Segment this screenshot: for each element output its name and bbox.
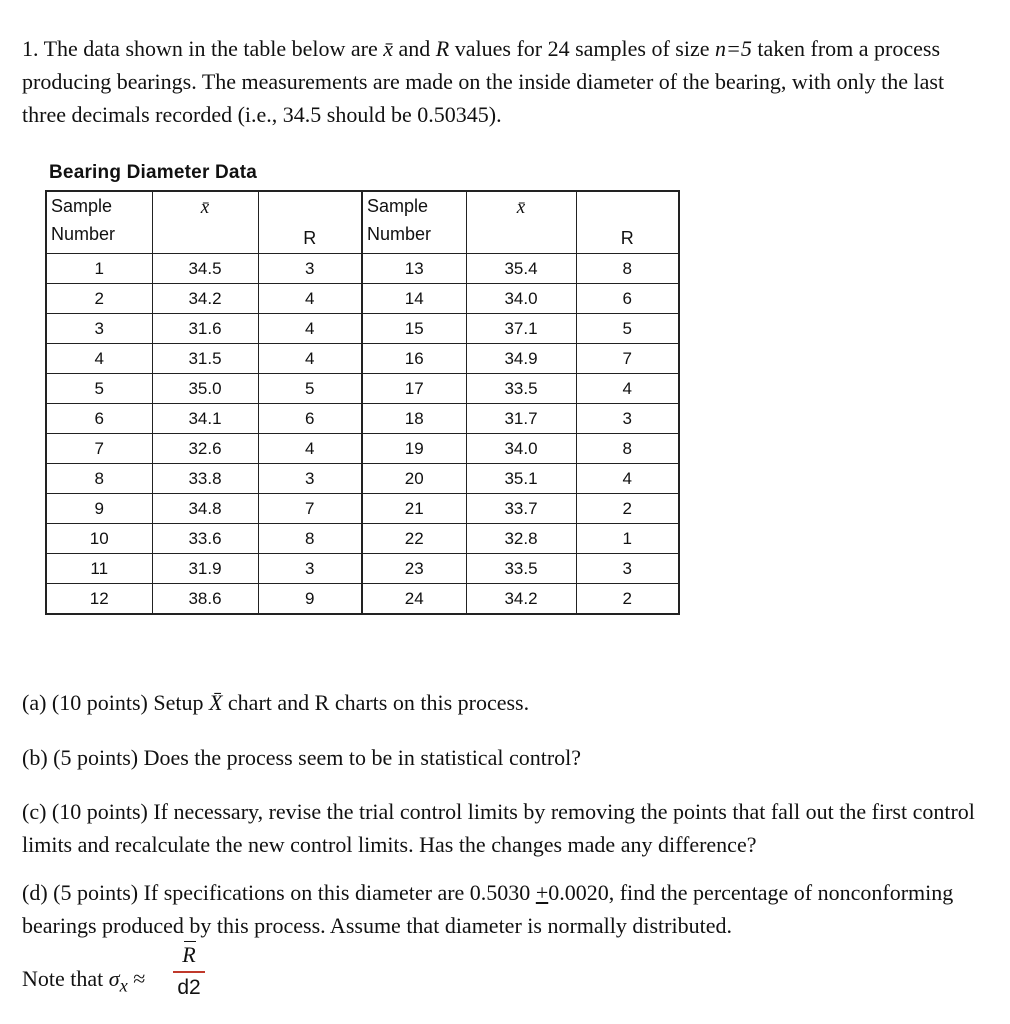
r-value-cell: 4 xyxy=(258,344,362,374)
sample-number-cell: 6 xyxy=(46,404,152,434)
r-value-cell: 6 xyxy=(576,284,679,314)
table-header-row xyxy=(46,191,679,254)
header-xbar-2: x̄ xyxy=(466,191,576,254)
fraction-line xyxy=(173,971,205,973)
sigma-subscript: x xyxy=(119,975,128,996)
table-row xyxy=(46,314,679,344)
question-a xyxy=(22,686,982,719)
intro-text-2: and xyxy=(393,36,436,61)
sample-number-cell: 2 xyxy=(46,284,152,314)
table-row xyxy=(46,284,679,314)
r-value-cell: 3 xyxy=(258,554,362,584)
sample-number-cell: 1 xyxy=(46,254,152,284)
r-value-cell: 4 xyxy=(258,284,362,314)
sample-number-cell: 8 xyxy=(46,464,152,494)
xbar-value-cell: 34.8 xyxy=(152,494,258,524)
xbar-value-cell: 32.8 xyxy=(466,524,576,554)
table-row xyxy=(46,464,679,494)
r-value-cell: 8 xyxy=(258,524,362,554)
xbar-value-cell: 34.2 xyxy=(466,584,576,615)
intro-text-1: 1. The data shown in the table below are xyxy=(22,36,384,61)
plus-minus-sign: + xyxy=(535,880,549,905)
xbar-value-cell: 31.6 xyxy=(152,314,258,344)
sample-size-expr: n=5 xyxy=(715,36,752,61)
xbar-value-cell: 33.7 xyxy=(466,494,576,524)
xbar-value-cell: 33.8 xyxy=(152,464,258,494)
header-sample-number-2: Sample Number xyxy=(362,191,466,254)
sample-number-cell: 7 xyxy=(46,434,152,464)
sample-number-cell: 24 xyxy=(362,584,466,615)
xbar-value-cell: 38.6 xyxy=(152,584,258,615)
r-value-cell: 3 xyxy=(576,554,679,584)
header-sample-number: Sample Number xyxy=(46,191,152,254)
r-value-cell: 5 xyxy=(258,374,362,404)
r-value-cell: 7 xyxy=(258,494,362,524)
xbar-value-cell: 34.0 xyxy=(466,284,576,314)
fraction-denominator: d2 xyxy=(177,976,201,999)
bearing-diameter-table xyxy=(45,190,680,615)
xbar-value-cell: 34.9 xyxy=(466,344,576,374)
xbar-value-cell: 33.5 xyxy=(466,554,576,584)
sample-number-cell: 3 xyxy=(46,314,152,344)
question-c: (c) (10 points) If necessary, revise the trial control limits by removing the points that fall out the first control limits and recalculate the new control limits. Has the changes made any difference? xyxy=(22,799,975,857)
r-value-cell: 1 xyxy=(576,524,679,554)
header-r: R xyxy=(258,191,362,254)
intro-text-3: values for 24 samples of size xyxy=(449,36,716,61)
sigma-symbol: σ xyxy=(108,966,120,991)
r-value-cell: 4 xyxy=(576,464,679,494)
sample-number-cell: 14 xyxy=(362,284,466,314)
xbar-value-cell: 34.5 xyxy=(152,254,258,284)
xbar-symbol: x̄ xyxy=(383,36,394,61)
table-row xyxy=(46,404,679,434)
r-value-cell: 2 xyxy=(576,584,679,615)
r-value-cell: 3 xyxy=(258,254,362,284)
r-value-cell: 8 xyxy=(576,254,679,284)
sample-number-cell: 22 xyxy=(362,524,466,554)
sample-number-cell: 20 xyxy=(362,464,466,494)
question-d-text-2: 0.0020, find the percentage of nonconforming bearings produced by this process. Assume that diameter is normally distributed. xyxy=(22,880,954,938)
xbar-value-cell: 33.5 xyxy=(466,374,576,404)
xbar-value-cell: 35.0 xyxy=(152,374,258,404)
sample-number-cell: 5 xyxy=(46,374,152,404)
numerator-rbar: R xyxy=(182,942,196,967)
intro-text-4: taken from a process producing bearings. The measurements are made on the inside diameter of the bearing, with only the last three decimals recorded (i.e., 34.5 should be 0.50345). xyxy=(22,36,945,127)
r-symbol: R xyxy=(435,36,450,61)
sample-number-cell: 12 xyxy=(46,584,152,615)
question-d xyxy=(22,876,982,942)
xbar-value-cell: 35.1 xyxy=(466,464,576,494)
sample-number-cell: 15 xyxy=(362,314,466,344)
sample-number-cell: 23 xyxy=(362,554,466,584)
xbar-value-cell: 32.6 xyxy=(152,434,258,464)
sample-number-cell: 4 xyxy=(46,344,152,374)
sample-number-cell: 9 xyxy=(46,494,152,524)
sample-number-cell: 17 xyxy=(362,374,466,404)
r-value-cell: 8 xyxy=(576,434,679,464)
xbar-value-cell: 34.0 xyxy=(466,434,576,464)
question-b: (b) (5 points) Does the process seem to be in statistical control? xyxy=(22,745,582,770)
xbar-cap-symbol: X̄ xyxy=(208,690,223,715)
sample-number-cell: 16 xyxy=(362,344,466,374)
xbar-value-cell: 37.1 xyxy=(466,314,576,344)
sample-number-cell: 21 xyxy=(362,494,466,524)
note-label: Note that xyxy=(22,966,109,991)
r-value-cell: 4 xyxy=(576,374,679,404)
table-row xyxy=(46,374,679,404)
r-value-cell: 3 xyxy=(258,464,362,494)
r-value-cell: 7 xyxy=(576,344,679,374)
approx-symbol: ≈ xyxy=(127,966,146,991)
table-row xyxy=(46,524,679,554)
sample-number-cell: 11 xyxy=(46,554,152,584)
r-value-cell: 4 xyxy=(258,434,362,464)
question-a-text-2: chart and R charts on this process. xyxy=(222,690,530,715)
sample-number-cell: 13 xyxy=(362,254,466,284)
fraction-numerator xyxy=(171,942,207,968)
sample-number-cell: 19 xyxy=(362,434,466,464)
table-title: Bearing Diameter Data xyxy=(49,162,257,183)
xbar-value-cell: 31.5 xyxy=(152,344,258,374)
r-value-cell: 6 xyxy=(258,404,362,434)
question-a-text-1: (a) (10 points) Setup xyxy=(22,690,209,715)
r-value-cell: 3 xyxy=(576,404,679,434)
sample-number-cell: 18 xyxy=(362,404,466,434)
header-r-2: R xyxy=(576,191,679,254)
xbar-value-cell: 34.2 xyxy=(152,284,258,314)
xbar-value-cell: 31.9 xyxy=(152,554,258,584)
xbar-value-cell: 34.1 xyxy=(152,404,258,434)
r-value-cell: 9 xyxy=(258,584,362,615)
sample-number-cell: 10 xyxy=(46,524,152,554)
table-row xyxy=(46,584,679,615)
xbar-value-cell: 31.7 xyxy=(466,404,576,434)
rbar-over-d2-fraction xyxy=(171,942,207,1001)
table-row xyxy=(46,254,679,284)
table-row xyxy=(46,494,679,524)
table-row xyxy=(46,344,679,374)
sigma-note xyxy=(22,966,145,996)
table-row xyxy=(46,554,679,584)
r-value-cell: 2 xyxy=(576,494,679,524)
question-d-text-1: (d) (5 points) If specifications on this diameter are 0.5030 xyxy=(22,880,536,905)
table-row xyxy=(46,434,679,464)
problem-intro xyxy=(22,32,982,131)
header-xbar: x̄ xyxy=(152,191,258,254)
r-value-cell: 5 xyxy=(576,314,679,344)
r-value-cell: 4 xyxy=(258,314,362,344)
xbar-value-cell: 33.6 xyxy=(152,524,258,554)
xbar-value-cell: 35.4 xyxy=(466,254,576,284)
